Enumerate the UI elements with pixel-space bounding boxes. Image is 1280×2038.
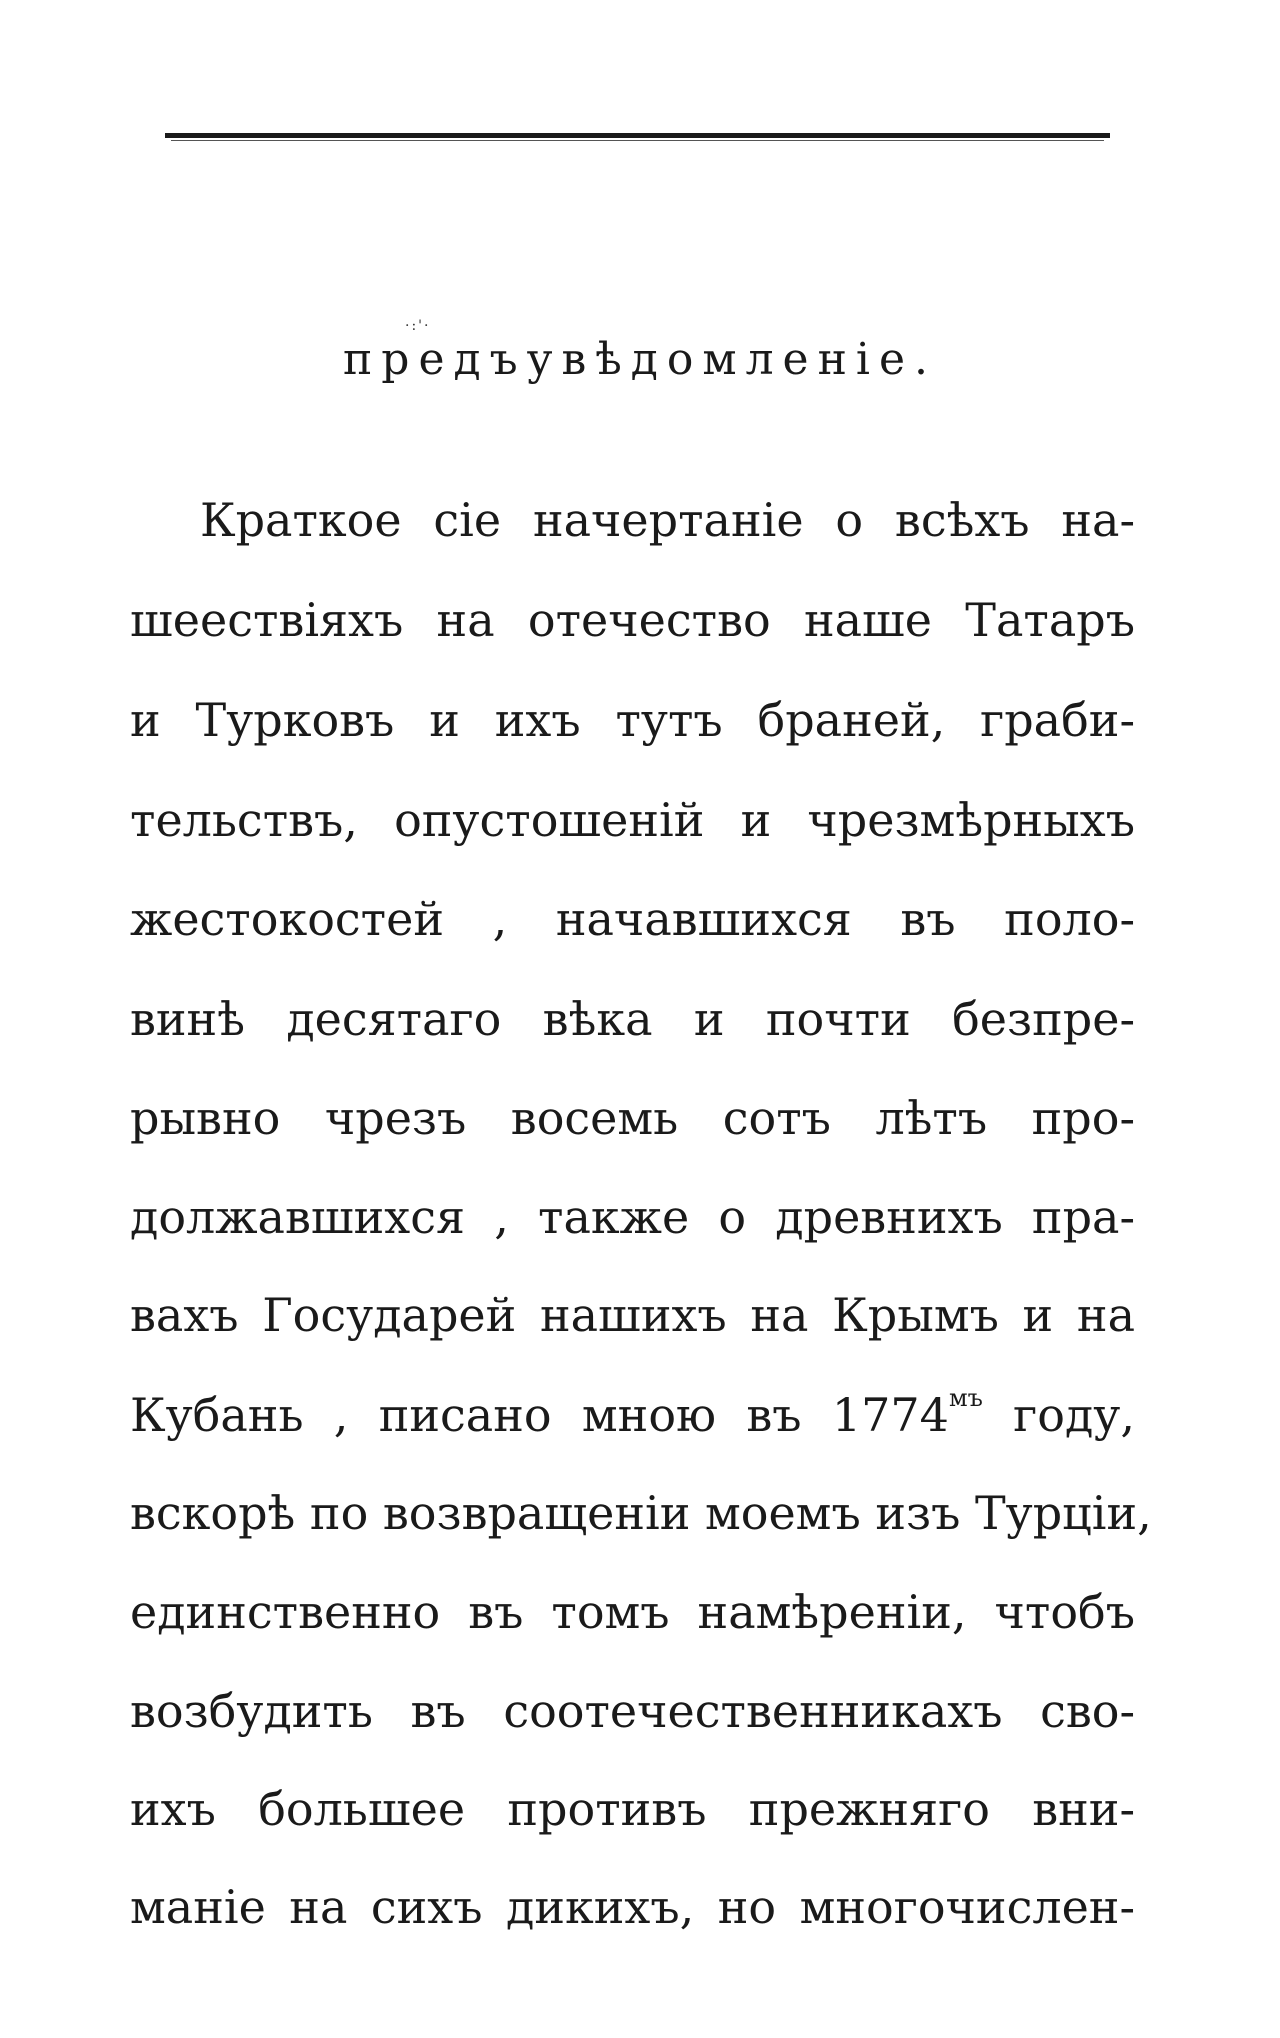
text-line-14: ихъ большее противъ прежняго вни- [130,1782,1135,1836]
text-line-10 [130,1384,1135,1442]
text-line-4: тельствъ, опустошенiй и чрезмѣрныхъ [130,793,1135,847]
text-line-1: Краткое сiе начертанiе о всѣхъ на- [200,493,1135,547]
text-line-2: шеествiяхъ на отечество наше Татаръ [130,593,1135,647]
text-line-9: вахъ Государей нашихъ на Крымъ и на [130,1288,1135,1342]
text-line-3: и Турковъ и ихъ тутъ браней, граби- [130,693,1135,747]
text-line-7: рывно чрезъ восемь сотъ лѣтъ про- [130,1091,1135,1145]
text-line-5: жестокостей , начавшихся въ поло- [130,892,1135,946]
page-heading: предъувѣдомленiе. [342,334,938,385]
text-line-15: манiе на сихъ дикихъ, но многочислен- [130,1880,1135,1934]
ordinal-superscript: мъ [948,1384,983,1412]
text-line-11: вскорѣ по возвращенiи моемъ изъ Турцiи, [130,1486,1152,1540]
text-line-10-tail: году, [982,1388,1135,1442]
text-line-6: винѣ десятаго вѣка и почти безпре- [130,992,1135,1046]
top-rule [165,133,1110,138]
text-line-8: должавшихся , также о древнихъ пра- [130,1190,1135,1244]
text-line-12: единственно въ томъ намѣренiи, чтобъ [130,1585,1135,1639]
ink-specks: ·:'· [405,318,431,334]
text-line-13: возбудить въ соотечественникахъ сво- [130,1684,1135,1738]
text-line-10-main: Кубань , писано мною въ 1774 [130,1388,949,1442]
